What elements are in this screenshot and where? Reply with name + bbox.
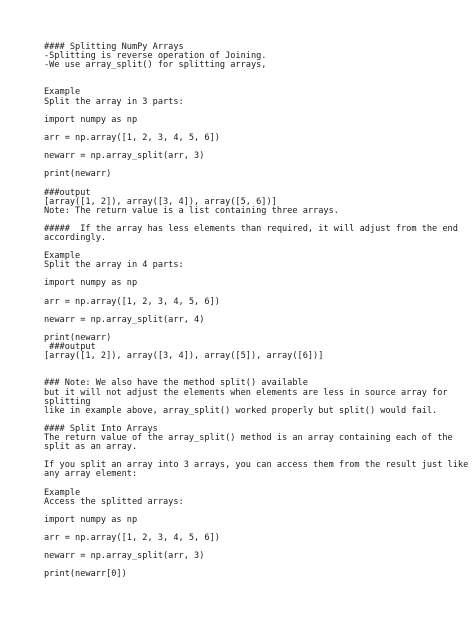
text-line	[44, 361, 434, 370]
text-line: #### Splitting NumPy Arrays	[44, 42, 184, 52]
text-line: print(newarr)	[44, 169, 112, 180]
text-line	[44, 480, 434, 489]
text-line: -We use array_split() for splitting arrays,	[44, 60, 267, 71]
text-line: newarr = np.array_split(arr, 4)	[44, 314, 205, 325]
text-line: If you split an array into 3 arrays, you can access them from the result just like	[44, 460, 469, 471]
text-line: split as an array.	[44, 442, 138, 453]
text-line	[44, 179, 434, 188]
text-line: Split the array in 3 parts:	[44, 96, 184, 107]
text-line: import numpy as np	[44, 114, 138, 125]
text-line: print(newarr[0])	[44, 569, 127, 580]
text-line: Note: The return value is a list containing three arrays.	[44, 205, 339, 216]
text-line: print(newarr)	[44, 333, 112, 343]
text-line: newarr = np.array_split(arr, 3)	[44, 151, 205, 162]
text-line	[44, 70, 434, 79]
text-line: ### Note: We also have the method split() available	[44, 378, 308, 389]
text-line: ##### If the array has less elements than required, it will adjust from the end	[44, 223, 458, 234]
text-line: but it will not adjust the elements when elements are less in source array for	[44, 387, 448, 398]
text-line: -Splitting is reverse operation of Joining.	[44, 51, 267, 62]
text-line	[44, 243, 434, 252]
text-line: [array([1, 2]), array([3, 4]), array([5, 6])]	[44, 196, 277, 207]
text-line: Example	[44, 251, 81, 262]
text-line: splitting	[44, 396, 91, 407]
text-line: any array element:	[44, 469, 138, 480]
text-line: arr = np.array([1, 2, 3, 4, 5, 6])	[44, 296, 220, 307]
text-line	[44, 79, 434, 88]
text-line: Example	[44, 87, 81, 98]
text-line: Access the splitted arrays:	[44, 496, 184, 507]
text-line: #### Split Into Arrays	[44, 423, 158, 434]
text-line: Example	[44, 487, 81, 498]
document-text	[44, 42, 469, 580]
text-line: arr = np.array([1, 2, 3, 4, 5, 6])	[44, 132, 220, 143]
text-line: import numpy as np	[44, 514, 138, 525]
text-line: newarr = np.array_split(arr, 3)	[44, 551, 205, 562]
text-line: Split the array in 4 parts:	[44, 260, 184, 271]
text-line: accordingly.	[44, 232, 107, 243]
text-line: like in example above, array_split() worked properly but split() would fail.	[44, 405, 438, 416]
text-line: arr = np.array([1, 2, 3, 4, 5, 6])	[44, 533, 220, 544]
text-line: The return value of the array_split() method is an array containing each of the	[44, 433, 453, 444]
text-line: import numpy as np	[44, 278, 138, 289]
text-line: [array([1, 2]), array([3, 4]), array([5]), array([6])]	[44, 351, 324, 362]
text-line: ###output	[44, 342, 96, 353]
text-line: ###output	[44, 187, 91, 198]
